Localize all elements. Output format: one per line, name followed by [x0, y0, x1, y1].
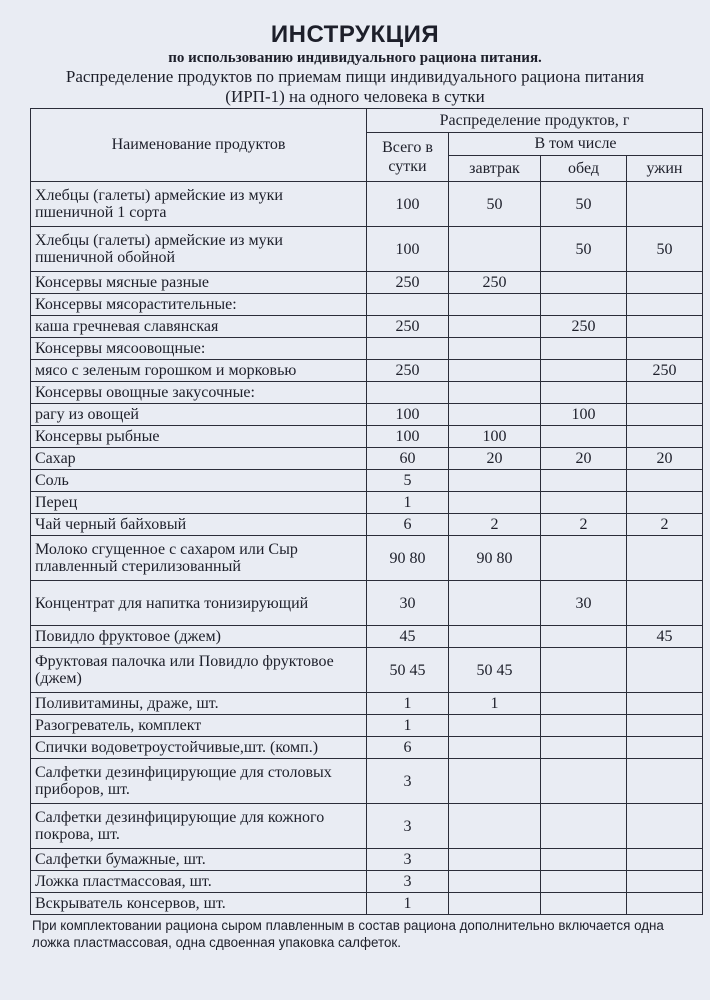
row-dinner — [627, 426, 703, 448]
row-lunch — [541, 871, 627, 893]
row-total: 1 — [367, 492, 449, 514]
table-row — [31, 338, 703, 360]
row-breakfast — [449, 893, 541, 915]
row-breakfast: 90 80 — [449, 536, 541, 581]
row-name: Молоко сгущенное с сахаром или Сыр плавленный стерилизованный — [31, 536, 367, 581]
table-row — [31, 426, 703, 448]
table-row — [31, 404, 703, 426]
row-breakfast — [449, 404, 541, 426]
row-breakfast — [449, 626, 541, 648]
row-name: Повидло фруктовое (джем) — [31, 626, 367, 648]
row-lunch — [541, 360, 627, 382]
row-name: Перец — [31, 492, 367, 514]
table-row — [31, 648, 703, 693]
description-line-2: (ИРП-1) на одного человека в сутки — [225, 87, 485, 106]
row-breakfast: 20 — [449, 448, 541, 470]
row-name: Хлебцы (галеты) армейские из муки пшеничной 1 сорта — [31, 182, 367, 227]
col-header-distribution: Распределение продуктов, г — [367, 109, 703, 133]
row-breakfast: 50 — [449, 182, 541, 227]
description-line-1: Распределение продуктов по приемам пищи индивидуального рациона питания — [65, 67, 645, 86]
row-dinner — [627, 849, 703, 871]
row-total: 6 — [367, 514, 449, 536]
row-dinner — [627, 338, 703, 360]
col-header-total: Всего в сутки — [367, 133, 449, 182]
row-total: 50 45 — [367, 648, 449, 693]
row-dinner — [627, 804, 703, 849]
row-dinner — [627, 648, 703, 693]
row-lunch — [541, 893, 627, 915]
row-name: Разогреватель, комплект — [31, 715, 367, 737]
row-total: 45 — [367, 626, 449, 648]
row-dinner — [627, 272, 703, 294]
row-name: Салфетки дезинфицирующие для столовых приборов, шт. — [31, 759, 367, 804]
table-row — [31, 492, 703, 514]
row-total: 6 — [367, 737, 449, 759]
row-dinner — [627, 715, 703, 737]
row-total: 1 — [367, 693, 449, 715]
row-dinner — [627, 404, 703, 426]
document-header — [0, 22, 710, 107]
table-row — [31, 715, 703, 737]
row-breakfast: 2 — [449, 514, 541, 536]
row-lunch — [541, 804, 627, 849]
row-total: 100 — [367, 404, 449, 426]
row-total: 250 — [367, 360, 449, 382]
table-row — [31, 804, 703, 849]
row-breakfast — [449, 804, 541, 849]
table-row — [31, 182, 703, 227]
row-breakfast — [449, 470, 541, 492]
footer-note: При комплектовании рациона сыром плавленным в состав рациона дополнительно включается одна ложка пластмассовая, одна сдвоенная упаковка салфеток. — [32, 918, 664, 950]
row-lunch: 50 — [541, 227, 627, 272]
row-breakfast: 250 — [449, 272, 541, 294]
row-lunch — [541, 849, 627, 871]
row-breakfast — [449, 737, 541, 759]
row-breakfast — [449, 316, 541, 338]
table-row — [31, 514, 703, 536]
row-dinner — [627, 492, 703, 514]
table-row — [31, 294, 703, 316]
row-total: 250 — [367, 316, 449, 338]
row-name: Спички водоветроустойчивые,шт. (комп.) — [31, 737, 367, 759]
row-lunch — [541, 536, 627, 581]
row-name: каша гречневая славянская — [31, 316, 367, 338]
table-row — [31, 893, 703, 915]
row-name: Фруктовая палочка или Повидло фруктовое (джем) — [31, 648, 367, 693]
row-breakfast — [449, 294, 541, 316]
row-total: 250 — [367, 272, 449, 294]
row-name: Консервы овощные закусочные: — [31, 382, 367, 404]
row-dinner — [627, 294, 703, 316]
row-total: 30 — [367, 581, 449, 626]
row-breakfast — [449, 338, 541, 360]
row-breakfast — [449, 360, 541, 382]
row-lunch — [541, 737, 627, 759]
ration-table — [30, 108, 703, 915]
table-body — [31, 182, 703, 915]
col-header-lunch: обед — [541, 156, 627, 182]
table-row — [31, 759, 703, 804]
row-lunch — [541, 272, 627, 294]
row-total: 3 — [367, 759, 449, 804]
row-dinner — [627, 581, 703, 626]
row-dinner — [627, 536, 703, 581]
row-dinner — [627, 759, 703, 804]
row-lunch: 50 — [541, 182, 627, 227]
row-name: рагу из овощей — [31, 404, 367, 426]
row-lunch — [541, 492, 627, 514]
row-total: 3 — [367, 849, 449, 871]
row-lunch — [541, 382, 627, 404]
row-lunch — [541, 759, 627, 804]
table-row — [31, 581, 703, 626]
row-name: Консервы мясорастительные: — [31, 294, 367, 316]
row-dinner: 2 — [627, 514, 703, 536]
row-name: Хлебцы (галеты) армейские из муки пшеничной обойной — [31, 227, 367, 272]
row-name: Вскрыватель консервов, шт. — [31, 893, 367, 915]
row-dinner — [627, 470, 703, 492]
row-dinner: 45 — [627, 626, 703, 648]
row-lunch — [541, 294, 627, 316]
row-lunch: 20 — [541, 448, 627, 470]
table-row — [31, 737, 703, 759]
row-name: Поливитамины, драже, шт. — [31, 693, 367, 715]
table-row — [31, 316, 703, 338]
row-total — [367, 338, 449, 360]
row-name: Чай черный байховый — [31, 514, 367, 536]
page-title: ИНСТРУКЦИЯ — [270, 21, 440, 48]
row-lunch: 250 — [541, 316, 627, 338]
row-lunch: 30 — [541, 581, 627, 626]
table-row — [31, 382, 703, 404]
table-row — [31, 693, 703, 715]
row-breakfast — [449, 871, 541, 893]
row-dinner: 50 — [627, 227, 703, 272]
table-row — [31, 871, 703, 893]
row-name: Консервы мясоовощные: — [31, 338, 367, 360]
row-lunch: 2 — [541, 514, 627, 536]
page-subtitle: по использованию индивидуального рациона питания. — [168, 50, 542, 66]
row-dinner — [627, 316, 703, 338]
col-header-breakfast: завтрак — [449, 156, 541, 182]
row-total: 100 — [367, 426, 449, 448]
row-breakfast — [449, 849, 541, 871]
row-total: 1 — [367, 715, 449, 737]
table-row — [31, 536, 703, 581]
row-breakfast — [449, 715, 541, 737]
row-dinner — [627, 871, 703, 893]
row-lunch — [541, 648, 627, 693]
row-total: 100 — [367, 227, 449, 272]
row-breakfast — [449, 227, 541, 272]
table-row — [31, 227, 703, 272]
row-name: Консервы рыбные — [31, 426, 367, 448]
row-name: Салфетки бумажные, шт. — [31, 849, 367, 871]
row-lunch — [541, 626, 627, 648]
row-dinner — [627, 737, 703, 759]
row-dinner — [627, 893, 703, 915]
row-total — [367, 382, 449, 404]
row-lunch — [541, 338, 627, 360]
table-row — [31, 849, 703, 871]
row-total: 90 80 — [367, 536, 449, 581]
row-name: Консервы мясные разные — [31, 272, 367, 294]
row-lunch — [541, 470, 627, 492]
row-dinner — [627, 182, 703, 227]
row-breakfast — [449, 581, 541, 626]
row-breakfast: 1 — [449, 693, 541, 715]
row-name: Сахар — [31, 448, 367, 470]
row-total: 5 — [367, 470, 449, 492]
row-lunch — [541, 693, 627, 715]
row-breakfast — [449, 492, 541, 514]
row-total: 100 — [367, 182, 449, 227]
row-total: 60 — [367, 448, 449, 470]
row-name: мясо с зеленым горошком и морковью — [31, 360, 367, 382]
table-row — [31, 448, 703, 470]
row-dinner — [627, 382, 703, 404]
row-breakfast: 100 — [449, 426, 541, 448]
row-total: 1 — [367, 893, 449, 915]
row-name: Салфетки дезинфицирующие для кожного покрова, шт. — [31, 804, 367, 849]
row-dinner: 20 — [627, 448, 703, 470]
row-lunch — [541, 715, 627, 737]
table-row — [31, 470, 703, 492]
row-total: 3 — [367, 871, 449, 893]
row-breakfast — [449, 382, 541, 404]
row-breakfast — [449, 759, 541, 804]
row-total: 3 — [367, 804, 449, 849]
row-name: Ложка пластмассовая, шт. — [31, 871, 367, 893]
row-breakfast: 50 45 — [449, 648, 541, 693]
col-header-dinner: ужин — [627, 156, 703, 182]
row-name: Соль — [31, 470, 367, 492]
row-lunch: 100 — [541, 404, 627, 426]
col-header-including: В том числе — [449, 133, 703, 156]
col-header-name: Наименование продуктов — [31, 109, 367, 182]
row-name: Концентрат для напитка тонизирующий — [31, 581, 367, 626]
table-row — [31, 626, 703, 648]
table-row — [31, 360, 703, 382]
row-dinner: 250 — [627, 360, 703, 382]
row-total — [367, 294, 449, 316]
table-row — [31, 272, 703, 294]
row-dinner — [627, 693, 703, 715]
row-lunch — [541, 426, 627, 448]
